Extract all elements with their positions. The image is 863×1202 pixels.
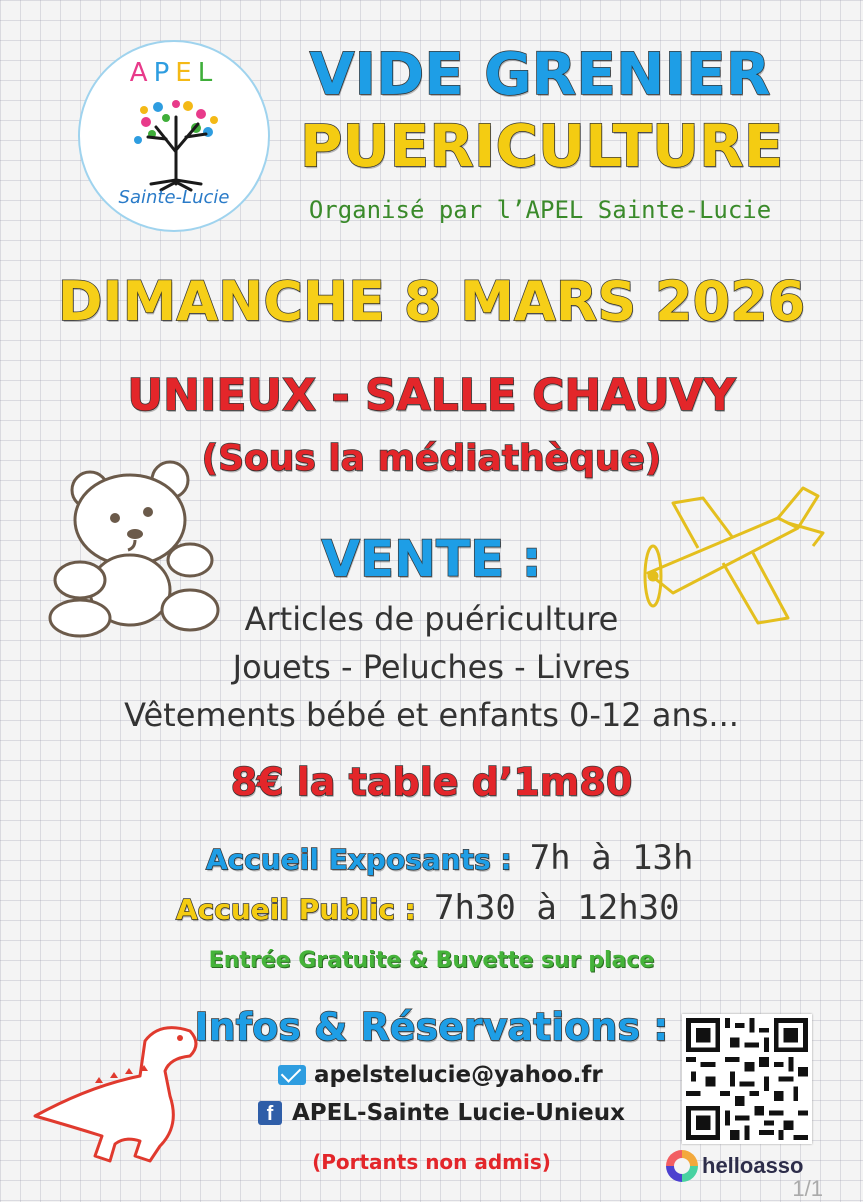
public-label: Accueil Public : <box>176 893 416 926</box>
event-date: DIMANCHE 8 MARS 2026 <box>57 270 806 333</box>
logo-letter-a: A <box>129 58 154 88</box>
exhibitors-time: 7h à 13h <box>529 838 694 878</box>
logo-letter-l: L <box>197 58 219 88</box>
helloasso-logo-icon <box>666 1150 698 1182</box>
event-venue: UNIEUX - SALLE CHAUVY <box>127 370 736 421</box>
tree-icon <box>126 92 226 192</box>
logo-letter-p: P <box>153 58 176 88</box>
email-contact[interactable] <box>278 1062 603 1088</box>
logo-letter-e: E <box>175 58 198 88</box>
helloasso-label: helloasso <box>702 1153 804 1178</box>
title-puericulture: PUERICULTURE <box>300 112 784 180</box>
contact-heading: Infos & Réservations : <box>194 1005 669 1049</box>
exhibitors-label: Accueil Exposants : <box>206 843 512 876</box>
public-schedule <box>176 888 680 928</box>
organiser-text: Organisé par l’APEL Sainte-Lucie <box>308 196 772 224</box>
email-address[interactable]: apelstelucie@yahoo.fr <box>314 1062 603 1088</box>
apel-logo <box>78 40 270 232</box>
qr-code-icon[interactable] <box>682 1014 812 1144</box>
page-number: 1/1 <box>792 1176 823 1201</box>
email-icon <box>278 1065 306 1085</box>
facebook-page[interactable]: APEL-Sainte Lucie-Unieux <box>292 1100 625 1126</box>
helloasso-badge[interactable] <box>666 1150 803 1182</box>
table-price: 8€ la table d’1m80 <box>230 760 633 804</box>
entry-extras: Entrée Gratuite & Buvette sur place <box>208 948 655 973</box>
racks-note: (Portants non admis) <box>312 1150 551 1174</box>
exhibitors-schedule <box>206 838 693 878</box>
title-vide-grenier: VIDE GRENIER <box>309 40 771 108</box>
sale-heading: VENTE : <box>321 530 542 588</box>
event-venue-note: (Sous la médiathèque) <box>201 438 662 479</box>
facebook-icon: f <box>258 1101 282 1125</box>
public-time: 7h30 à 12h30 <box>433 888 680 928</box>
sale-item: Jouets - Peluches - Livres <box>232 648 631 686</box>
sale-item: Vêtements bébé et enfants 0-12 ans... <box>124 696 739 734</box>
facebook-contact[interactable] <box>258 1100 625 1126</box>
logo-subtitle: Sainte-Lucie <box>118 187 230 208</box>
sale-item: Articles de puériculture <box>244 600 619 638</box>
logo-letters <box>80 58 268 88</box>
